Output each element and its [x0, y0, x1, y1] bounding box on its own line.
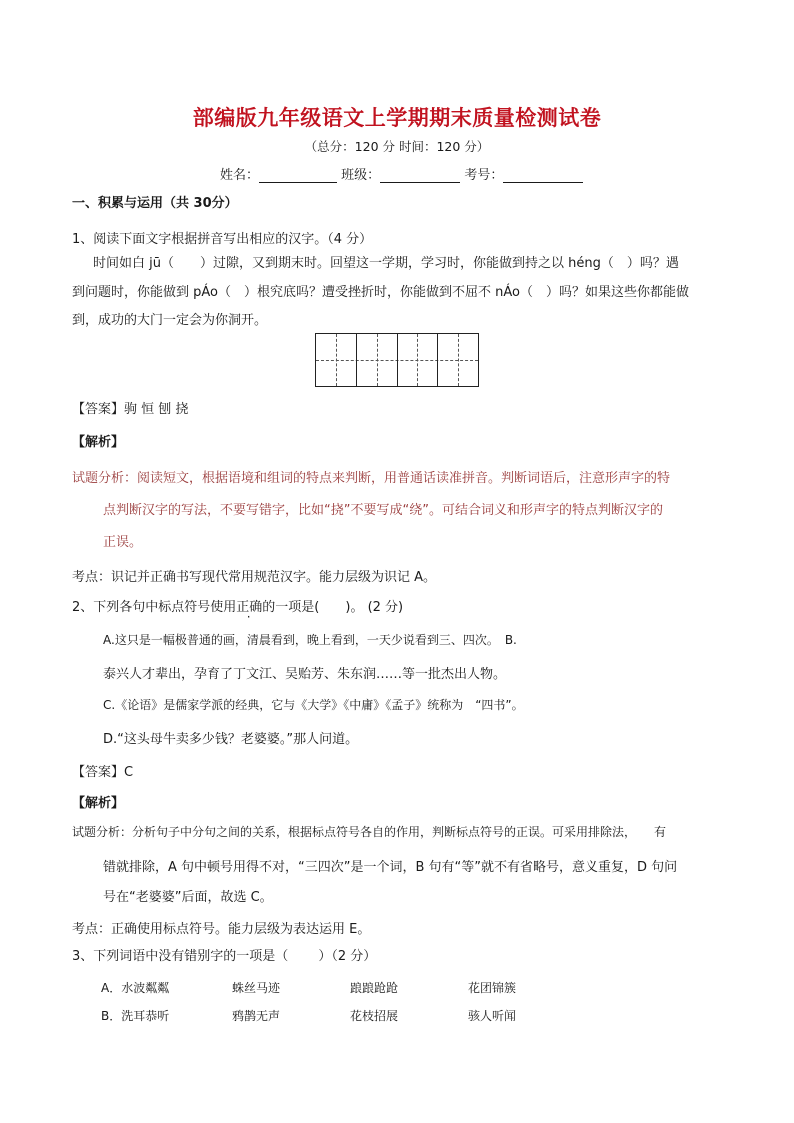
- class-blank[interactable]: [380, 168, 460, 183]
- q2-stem-a: 2、下列各句中标点符号使用: [72, 600, 237, 615]
- subtitle: （总分：120 分 时间：120 分）: [304, 139, 490, 154]
- q1-analysis-line: 试题分析：阅读短文，根据语境和组词的特点来判断，用普通话读准拼音。判断词语后，注意形声字的特: [72, 471, 671, 486]
- grid-cell[interactable]: [398, 334, 439, 386]
- q2-option-d: D.“这头母牛卖多少钱？老婆婆。”那人问道。: [103, 732, 359, 747]
- grid-cell[interactable]: [357, 334, 398, 386]
- exam-no-label: 考号：: [464, 168, 504, 183]
- q1-passage-line: 时间如白 jū（ ）过隙，又到期末时。回望这一学期，学习时，你能做到持之以 héng（ ）吗？遇: [93, 256, 679, 271]
- exam-no-blank[interactable]: [503, 168, 583, 183]
- q3-option-b-label: B．洗耳恭听: [101, 1009, 170, 1023]
- grid-cell[interactable]: [316, 334, 357, 386]
- q1-analysis-line: 正误。: [103, 535, 143, 550]
- q3-option-b-word: 花枝招展: [350, 1009, 399, 1023]
- q2-option-b: 泰兴人才辈出，孕育了丁文江、吴贻芳、朱东润……等一批杰出人物。: [103, 667, 507, 682]
- q2-analysis-line: 试题分析：分析句子中分句之间的关系，根据标点符号各自的作用，判断标点符号的正误。可采用排除法， 有: [72, 825, 667, 839]
- name-label: 姓名：: [220, 168, 260, 183]
- q2-analysis-label: 【解析】: [72, 796, 125, 811]
- q1-passage-line: 到，成功的大门一定会为你洞开。: [72, 313, 268, 328]
- writing-grid[interactable]: [315, 333, 479, 387]
- q3-option-b-word: 鸦鹊无声: [232, 1009, 281, 1023]
- q3-option-b-word: 骇人听闻: [468, 1009, 517, 1023]
- page-title: 部编版九年级语文上学期期末质量检测试卷: [192, 106, 602, 130]
- q2-stem-emphasis: 正确: [236, 600, 263, 615]
- student-info: [220, 164, 583, 183]
- section-heading: 一、积累与运用（共 30分）: [72, 196, 238, 211]
- name-blank[interactable]: [259, 168, 337, 183]
- q1-answer: 【答案】驹 恒 刨 挠: [72, 402, 189, 417]
- q3-option-a-word: 踉踉跄跄: [350, 981, 399, 995]
- q2-option-a: A.这只是一幅极普通的画，清晨看到，晚上看到，一天少说看到三、四次。 B.: [103, 633, 517, 647]
- q3-stem: 3、下列词语中没有错别字的一项是（ ）（2 分）: [72, 949, 377, 964]
- q2-stem-b: 的一项是( )。 (2 分): [262, 600, 404, 615]
- q3-option-a-word: 花团锦簇: [468, 981, 517, 995]
- class-label: 班级：: [341, 168, 381, 183]
- q2-option-c: C.《论语》是儒家学派的经典，它与《大学》《中庸》《孟子》统称为 “四书”。: [103, 698, 524, 712]
- q1-analysis-line: 点判断汉字的写法，不要写错字，比如“挠”不要写成“绕”。可结合词义和形声字的特点判断汉字的: [103, 503, 663, 518]
- q2-analysis-line: 错就排除，A 句中顿号用得不对，“三四次”是一个词，B 句有“等”就不有省略号，意义重复，D 句问: [103, 860, 678, 875]
- q1-analysis-label: 【解析】: [72, 435, 125, 450]
- q1-passage-line: 到问题时，你能做到 pÁo（ ）根究底吗？遭受挫折时，你能做到不屈不 nÁo（ ）吗？如果这些你都能做: [72, 285, 689, 300]
- q3-option-a-word: 蛛丝马迹: [232, 981, 281, 995]
- q2-point: 考点：正确使用标点符号。能力层级为表达运用 E。: [72, 922, 371, 937]
- q1-stem: 1、阅读下面文字根据拼音写出相应的汉字。（4 分）: [72, 232, 373, 247]
- q2-stem: [72, 596, 403, 615]
- q3-option-a-label: A．水波粼粼: [101, 981, 170, 995]
- q1-point: 考点：识记并正确书写现代常用规范汉字。能力层级为识记 A。: [72, 570, 437, 585]
- q2-analysis-line: 号在“老婆婆”后面，故选 C。: [103, 890, 273, 905]
- q2-answer: 【答案】C: [72, 765, 134, 780]
- grid-cell[interactable]: [438, 334, 478, 386]
